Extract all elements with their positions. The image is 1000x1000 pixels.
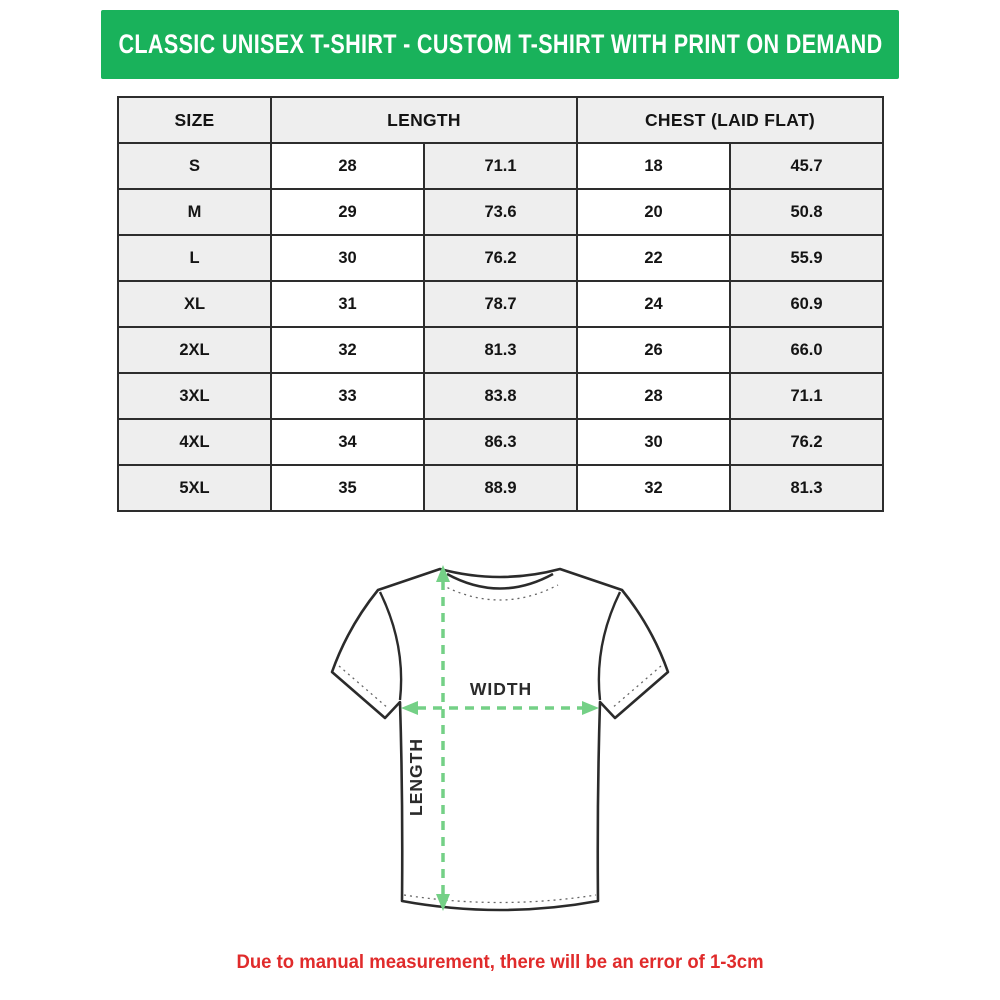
- length-in-cell: 28: [271, 143, 424, 189]
- chest-cm-cell: 76.2: [730, 419, 883, 465]
- size-cell: M: [118, 189, 271, 235]
- length-cm-cell: 73.6: [424, 189, 577, 235]
- size-cell: 4XL: [118, 419, 271, 465]
- chest-column-header: CHEST (LAID FLAT): [577, 97, 883, 143]
- chest-in-cell: 28: [577, 373, 730, 419]
- size-cell: S: [118, 143, 271, 189]
- chest-cm-cell: 50.8: [730, 189, 883, 235]
- chest-cm-cell: 66.0: [730, 327, 883, 373]
- chest-in-cell: 24: [577, 281, 730, 327]
- chest-cm-cell: 55.9: [730, 235, 883, 281]
- table-row: [118, 465, 883, 511]
- length-cm-cell: 76.2: [424, 235, 577, 281]
- chest-cm-cell: 60.9: [730, 281, 883, 327]
- length-cm-cell: 71.1: [424, 143, 577, 189]
- size-cell: 5XL: [118, 465, 271, 511]
- chest-cm-cell: 81.3: [730, 465, 883, 511]
- chest-in-cell: 26: [577, 327, 730, 373]
- table-row: [118, 143, 883, 189]
- length-in-cell: 34: [271, 419, 424, 465]
- length-cm-cell: 81.3: [424, 327, 577, 373]
- size-cell: 3XL: [118, 373, 271, 419]
- size-cell: L: [118, 235, 271, 281]
- length-in-cell: 30: [271, 235, 424, 281]
- length-cm-cell: 86.3: [424, 419, 577, 465]
- measurement-note: Due to manual measurement, there will be an error of 1-3cm: [236, 951, 764, 973]
- table-row: [118, 373, 883, 419]
- size-cell: 2XL: [118, 327, 271, 373]
- chest-in-cell: 18: [577, 143, 730, 189]
- tshirt-diagram-svg: [300, 545, 700, 945]
- table-row: [118, 419, 883, 465]
- chest-in-cell: 32: [577, 465, 730, 511]
- chest-in-cell: 30: [577, 419, 730, 465]
- table-row: [118, 281, 883, 327]
- size-chart-table: [117, 96, 884, 512]
- length-label: LENGTH: [406, 738, 426, 816]
- length-in-cell: 32: [271, 327, 424, 373]
- chest-cm-cell: 45.7: [730, 143, 883, 189]
- title-banner: [101, 10, 899, 79]
- size-cell: XL: [118, 281, 271, 327]
- page-title: CLASSIC UNISEX T-SHIRT - CUSTOM T-SHIRT WITH PRINT ON DEMAND: [118, 29, 882, 59]
- tshirt-measurement-diagram: [300, 545, 700, 945]
- size-column-header: SIZE: [118, 97, 271, 143]
- length-cm-cell: 78.7: [424, 281, 577, 327]
- table-row: [118, 189, 883, 235]
- width-label: WIDTH: [469, 679, 533, 699]
- length-cm-cell: 88.9: [424, 465, 577, 511]
- chest-in-cell: 22: [577, 235, 730, 281]
- tshirt-outline: [332, 569, 668, 910]
- table-header-row: [118, 97, 883, 143]
- length-in-cell: 33: [271, 373, 424, 419]
- length-in-cell: 29: [271, 189, 424, 235]
- chest-in-cell: 20: [577, 189, 730, 235]
- length-column-header: LENGTH: [271, 97, 577, 143]
- chest-cm-cell: 71.1: [730, 373, 883, 419]
- table-row: [118, 327, 883, 373]
- length-in-cell: 31: [271, 281, 424, 327]
- length-in-cell: 35: [271, 465, 424, 511]
- length-cm-cell: 83.8: [424, 373, 577, 419]
- table-row: [118, 235, 883, 281]
